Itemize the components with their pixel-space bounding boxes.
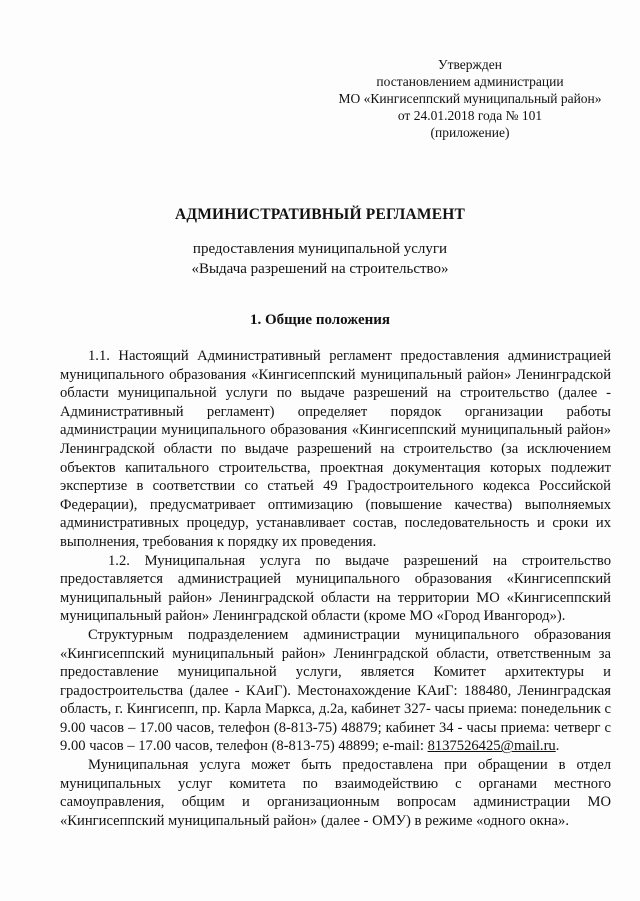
paragraph-structural-unit-text: Структурным подразделением администрации муниципального образования «Кингисеппский муниципальный район» Ленинградской области, ответственным за предоставление муниципальной услуги, является Комитет архитектуры и градостроительства (далее - КАиГ). Местонахождение КАиГ: 188480, Ленинградская область, г. Кингисепп, пр. Карла Маркса, д.2а, кабинет 327- часы приема: понедельник с 9.00 часов – 17.00 часов, телефон (8-813-75) 48879; кабинет 34 - часы приема: четверг с 9.00 часов – 17.00 часов, телефон (8-813-75) 48899; e-mail:	[60, 626, 611, 755]
email-link[interactable]: 8137526425@mail.ru	[427, 738, 556, 755]
paragraph-1-2: 1.2. Муниципальная услуга по выдаче разрешений на строительство предоставляется администрацией муниципального образования «Кингисеппский муниципальный район» Ленинградской области на территории МО «Кингисеппский муниципальный район» Ленинградской области (кроме МО «Город Ивангород»).	[60, 552, 611, 625]
approval-line-date-number: от 24.01.2018 года № 101	[397, 108, 543, 123]
subtitle-line-1: предоставления муниципальной услуги	[192, 241, 448, 257]
paragraph-end-period: .	[555, 738, 560, 755]
subtitle-line-2: «Выдача разрешений на строительство»	[191, 261, 449, 277]
approval-line-municipality: МО «Кингисеппский муниципальный район»	[338, 91, 602, 106]
paragraph-structural-unit	[60, 626, 611, 756]
section-heading: 1. Общие положения	[249, 312, 391, 328]
document-title: АДМИНИСТРАТИВНЫЙ РЕГЛАМЕНТ	[174, 206, 466, 223]
document-subtitle	[0, 239, 640, 279]
approval-line-resolution: постановлением администрации	[376, 74, 564, 89]
approval-line-appendix: (приложение)	[430, 125, 510, 140]
paragraph-one-window: Муниципальная услуга может быть предоставлена при обращении в отдел муниципальных услуг комитета по взаимодействию с органами местного самоуправления, общим и организационным вопросам администрации МО «Кингисеппский муниципальный район» (далее - ОМУ) в режиме «одного окна».	[60, 757, 611, 829]
document-body	[60, 347, 611, 830]
paragraph-1-1: 1.1. Настоящий Административный регламент предоставления администрацией муниципального образования «Кингисеппский муниципальный район» Ленинградской области муниципальной услуги по выдаче разрешений на строительство (далее - Административный регламент) определяет порядок организации работы администрации муниципального образования «Кингисеппский муниципальный район» Ленинградской области по выдаче разрешений на строительство (за исключением объектов капитального строительства, проектная документация которых подлежит экспертизе в соответствии со статьей 49 Градостроительного кодекса Российской Федерации), предусматривает оптимизацию (повышение качества) выполняемых административных процедур, устанавливает состав, последовательность и сроки их выполнения, требования к порядку их проведения.	[60, 348, 611, 550]
approval-line-approved: Утвержден	[438, 57, 502, 72]
approval-stamp	[330, 56, 610, 141]
